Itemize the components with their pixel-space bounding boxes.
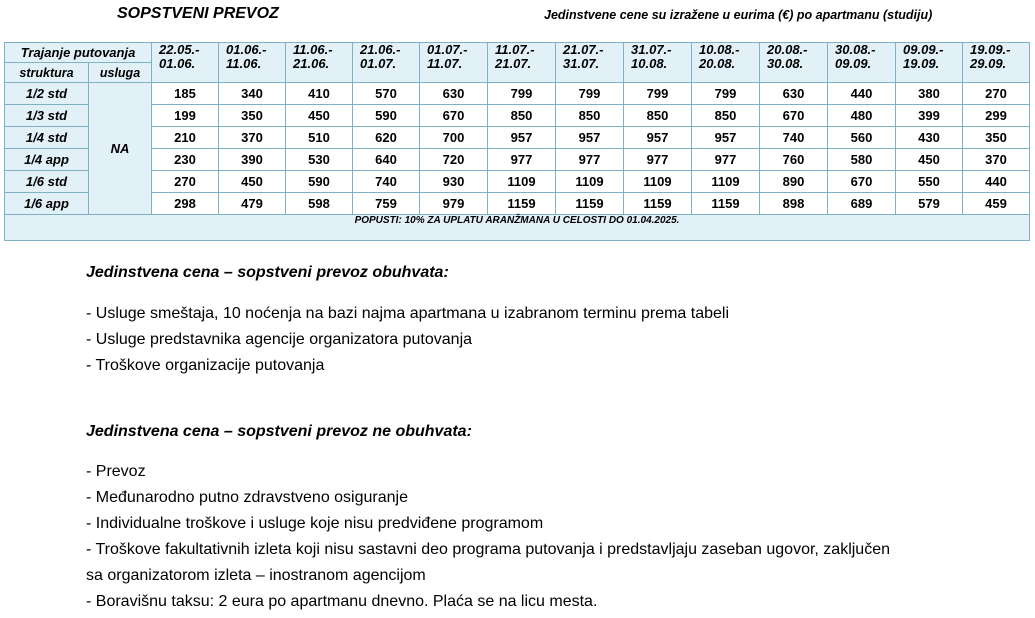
page-title: SOPSTVENI PREVOZ [117,5,279,22]
period-to: 11.07. [427,56,463,71]
period-to: 20.08. [699,56,736,71]
structure-header: struktura [5,63,89,83]
period-header [286,43,353,83]
price-cell: 199 [152,105,219,127]
table-row [5,83,1030,105]
price-cell: 620 [353,127,420,149]
table-row [5,171,1030,193]
price-cell: 450 [286,105,353,127]
discount-note: POPUSTI: 10% ZA UPLATU ARANŽMANA U CELOSTI DO 01.04.2025. [5,215,1030,241]
price-cell: 670 [760,105,828,127]
price-cell: 799 [692,83,760,105]
price-cell: 930 [420,171,488,193]
price-cell: 1109 [488,171,556,193]
period-from: 10.08.- [699,42,740,57]
price-cell: 630 [760,83,828,105]
price-cell: 898 [760,193,828,215]
price-cell: 185 [152,83,219,105]
price-cell: 799 [488,83,556,105]
period-header [896,43,963,83]
price-cell: 1109 [624,171,692,193]
price-cell: 1109 [556,171,624,193]
currency-note: Jedinstvene cene su izražene u eurima (€) po apartmanu (studiju) [544,8,933,22]
price-cell: 440 [828,83,896,105]
price-cell: 740 [760,127,828,149]
price-cell: 850 [692,105,760,127]
price-cell: 340 [219,83,286,105]
period-header [420,43,488,83]
list-item: - Individualne troškove i usluge koje nisu predviđene programom [86,515,544,532]
period-header [488,43,556,83]
period-header [760,43,828,83]
price-cell: 450 [896,149,963,171]
period-to: 11.06. [226,56,262,71]
period-from: 21.07.- [563,42,604,57]
list-item: - Prevoz [86,463,146,480]
price-cell: 580 [828,149,896,171]
period-to: 19.09. [903,56,940,71]
price-cell: 700 [420,127,488,149]
price-cell: 1159 [556,193,624,215]
price-cell: 1159 [692,193,760,215]
period-to: 21.06. [293,56,330,71]
period-from: 30.08.- [835,42,876,57]
included-title: Jedinstvena cena – sopstveni prevoz obuhvata: [86,264,449,281]
period-to: 01.07. [360,56,397,71]
period-to: 09.09. [835,56,872,71]
structure-cell: 1/4 app [5,149,89,171]
price-cell: 350 [219,105,286,127]
price-cell: 270 [963,83,1030,105]
price-cell: 550 [896,171,963,193]
price-cell: 430 [896,127,963,149]
price-cell: 1109 [692,171,760,193]
table-row [5,105,1030,127]
price-cell: 1159 [488,193,556,215]
period-from: 22.05.- [159,42,200,57]
price-cell: 957 [624,127,692,149]
list-item: sa organizatorom izleta – inostranom agencijom [86,567,426,584]
price-cell: 740 [353,171,420,193]
service-header: usluga [89,63,152,83]
price-cell: 590 [286,171,353,193]
list-item: - Troškove organizacije putovanja [86,357,325,374]
price-cell: 977 [624,149,692,171]
period-header [828,43,896,83]
excluded-list [86,459,890,615]
price-cell: 630 [420,83,488,105]
list-item: - Međunarodno putno zdravstveno osiguranje [86,489,408,506]
price-cell: 450 [219,171,286,193]
period-header [152,43,219,83]
price-cell: 440 [963,171,1030,193]
price-cell: 560 [828,127,896,149]
structure-cell: 1/4 std [5,127,89,149]
period-header [556,43,624,83]
list-item: - Usluge predstavnika agencije organizatora putovanja [86,331,473,348]
price-cell: 299 [963,105,1030,127]
excluded-title: Jedinstvena cena – sopstveni prevoz ne obuhvata: [86,423,472,440]
price-cell: 579 [896,193,963,215]
period-header [963,43,1030,83]
price-cell: 977 [488,149,556,171]
price-cell: 850 [488,105,556,127]
period-from: 01.07.- [427,42,468,57]
period-from: 31.07.- [631,42,672,57]
price-cell: 380 [896,83,963,105]
table-row [5,149,1030,171]
period-header [353,43,420,83]
price-cell: 410 [286,83,353,105]
price-cell: 689 [828,193,896,215]
period-to: 21.07. [495,56,532,71]
price-cell: 270 [152,171,219,193]
price-cell: 598 [286,193,353,215]
list-item: - Usluge smeštaja, 10 noćenja na bazi najma apartmana u izabranom terminu prema tabeli [86,305,730,322]
period-from: 20.08.- [767,42,808,57]
price-cell: 230 [152,149,219,171]
price-cell: 979 [420,193,488,215]
structure-cell: 1/3 std [5,105,89,127]
price-cell: 480 [828,105,896,127]
structure-cell: 1/2 std [5,83,89,105]
price-cell: 399 [896,105,963,127]
price-cell: 298 [152,193,219,215]
price-cell: 670 [420,105,488,127]
period-from: 09.09.- [903,42,944,57]
price-table [4,42,1030,241]
price-cell: 210 [152,127,219,149]
period-from: 01.06.- [226,42,267,57]
period-from: 21.06.- [360,42,401,57]
period-to: 10.08. [631,56,668,71]
structure-cell: 1/6 std [5,171,89,193]
price-cell: 720 [420,149,488,171]
period-to: 29.09. [970,56,1007,71]
period-from: 11.06.- [293,42,333,57]
price-cell: 760 [760,149,828,171]
structure-cell: 1/6 app [5,193,89,215]
price-cell: 977 [692,149,760,171]
price-cell: 570 [353,83,420,105]
price-cell: 1159 [624,193,692,215]
period-header [692,43,760,83]
period-from: 11.07.- [495,42,535,57]
price-cell: 890 [760,171,828,193]
table-row [5,127,1030,149]
period-header [624,43,692,83]
period-header [219,43,286,83]
included-list [86,301,729,379]
list-item: - Boravišnu taksu: 2 eura po apartmanu dnevno. Plaća se na licu mesta. [86,593,598,610]
service-cell: NA [89,83,152,215]
price-cell: 530 [286,149,353,171]
duration-header: Trajanje putovanja [5,43,152,63]
price-cell: 799 [556,83,624,105]
price-cell: 510 [286,127,353,149]
period-to: 01.06. [159,56,196,71]
price-cell: 350 [963,127,1030,149]
price-cell: 370 [219,127,286,149]
price-cell: 479 [219,193,286,215]
price-cell: 459 [963,193,1030,215]
price-cell: 957 [556,127,624,149]
price-cell: 799 [624,83,692,105]
price-cell: 670 [828,171,896,193]
price-cell: 640 [353,149,420,171]
period-to: 30.08. [767,56,804,71]
price-cell: 977 [556,149,624,171]
list-item: - Troškove fakultativnih izleta koji nisu sastavni deo programa putovanja i predstavljaju zaseban ugovor, zaključen [86,541,890,558]
price-cell: 957 [488,127,556,149]
price-cell: 370 [963,149,1030,171]
price-cell: 590 [353,105,420,127]
price-cell: 759 [353,193,420,215]
price-cell: 390 [219,149,286,171]
price-cell: 850 [556,105,624,127]
price-cell: 850 [624,105,692,127]
period-to: 31.07. [563,56,600,71]
price-cell: 957 [692,127,760,149]
period-from: 19.09.- [970,42,1011,57]
table-row [5,193,1030,215]
